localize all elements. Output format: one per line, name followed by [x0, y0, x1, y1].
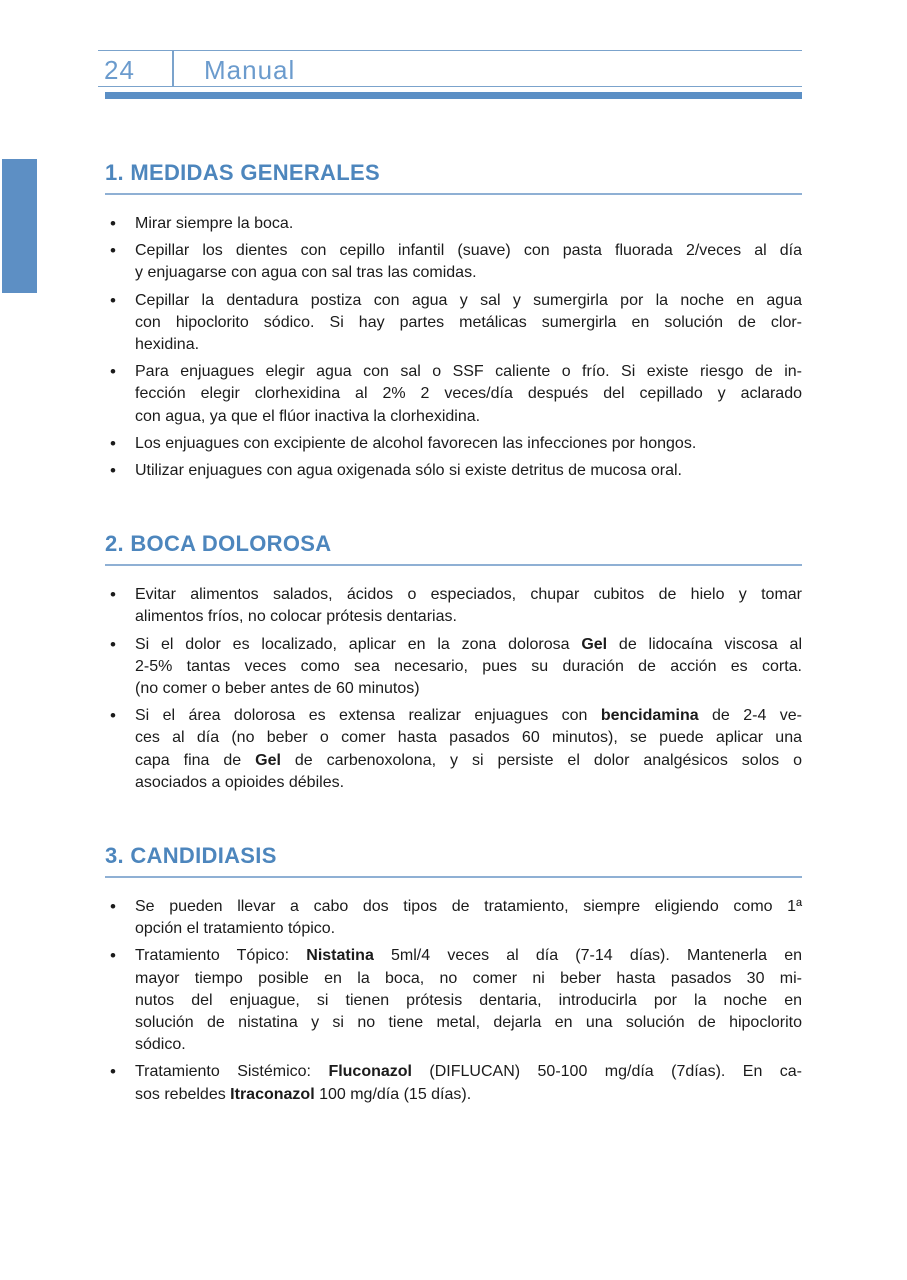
section-title: 2. BOCA DOLOROSA	[105, 530, 802, 566]
bullet-item	[105, 1061, 802, 1105]
section-title: 1. MEDIDAS GENERALES	[105, 159, 802, 195]
header-title: Manual	[204, 55, 296, 85]
bullet-text	[135, 584, 802, 628]
bullet-text	[135, 460, 802, 482]
section-1	[105, 159, 802, 482]
text-line: Cepillar los dientes con cepillo infantil (suave) con pasta fluorada 2/veces al día	[135, 242, 802, 260]
text-line: Si el área dolorosa es extensa realizar enjuagues con bencidamina de 2-4 ve-	[135, 707, 803, 725]
bullet-text	[135, 240, 802, 284]
chapter-edge-tab	[2, 159, 37, 293]
header-rule-top	[98, 50, 802, 51]
header-divider	[172, 50, 174, 87]
text-line: (no comer o beber antes de 60 minutos)	[135, 680, 420, 698]
bullet-text	[135, 634, 802, 701]
bullet-dot-icon: •	[110, 433, 116, 453]
bullet-dot-icon: •	[110, 634, 116, 654]
bullet-text	[135, 433, 802, 455]
bold-term: Fluconazol	[328, 1063, 412, 1081]
bullet-dot-icon: •	[110, 585, 116, 605]
text-line: y enjuagarse con agua con sal tras las comidas.	[135, 264, 477, 282]
text-line: asociados a opioides débiles.	[135, 773, 345, 791]
bullet-item	[105, 705, 802, 794]
bullet-item	[105, 240, 802, 284]
text-line: opción el tratamiento tópico.	[135, 920, 336, 938]
bullet-item	[105, 896, 802, 940]
bold-term: Nistatina	[306, 947, 374, 965]
bold-term: bencidamina	[600, 707, 699, 725]
bullet-dot-icon: •	[110, 290, 116, 310]
text-line: mayor tiempo posible en la boca, no comer ni beber hasta pasados 30 mi-	[135, 969, 802, 987]
text-line: nutos del enjuague, si tienen prótesis dentaria, introducirla por la noche en	[135, 991, 802, 1009]
bullet-item	[105, 945, 802, 1056]
bullet-list	[105, 896, 802, 1106]
bullet-item	[105, 213, 802, 235]
text-line: Para enjuagues elegir agua con sal o SSF caliente o frío. Si existe riesgo de in-	[135, 363, 802, 381]
text-line: Utilizar enjuagues con agua oxigenada sólo si existe detritus de mucosa oral.	[135, 462, 682, 480]
section-3	[105, 842, 802, 1106]
bullet-text	[135, 896, 802, 940]
text-line: Evitar alimentos salados, ácidos o especiados, chupar cubitos de hielo y tomar	[135, 586, 802, 604]
text-line: Mirar siempre la boca.	[135, 215, 294, 232]
text-line: con hipoclorito sódico. Si hay partes metálicas sumergirla en solución de clor-	[135, 313, 802, 331]
text-line: Tratamiento Sistémico: Fluconazol (DIFLUCAN) 50-100 mg/día (7días). En ca-	[135, 1063, 803, 1081]
text-line: alimentos fríos, no colocar prótesis dentarias.	[135, 608, 457, 626]
bullet-item	[105, 290, 802, 357]
header-rule-bottom	[98, 86, 802, 87]
bullet-text	[135, 945, 802, 1056]
text-line: solución de nistatina y si no tiene metal, dejarla en una solución de hipoclorito	[135, 1014, 802, 1032]
text-line: sódico.	[135, 1036, 186, 1054]
text-line: sos rebeldes Itraconazol 100 mg/día (15 días).	[135, 1085, 472, 1103]
section-title: 3. CANDIDIASIS	[105, 842, 802, 878]
bullet-item	[105, 361, 802, 428]
bullet-text	[135, 705, 802, 794]
text-line: 2-5% tantas veces como sea necesario, pues su duración de acción es corta.	[135, 657, 802, 675]
bullet-item	[105, 460, 802, 482]
text-line: Si el dolor es localizado, aplicar en la zona dolorosa Gel de lidocaína viscosa al	[135, 635, 802, 653]
text-line: hexidina.	[135, 336, 200, 354]
text-line: con agua, ya que el flúor inactiva la clorhexidina.	[135, 407, 481, 425]
bullet-item	[105, 433, 802, 455]
text-line: Se pueden llevar a cabo dos tipos de tratamiento, siempre eligiendo como 1ª	[135, 898, 802, 916]
bullet-dot-icon: •	[110, 706, 116, 726]
bullet-dot-icon: •	[110, 461, 116, 481]
text-line: ces al día (no beber o comer hasta pasados 60 minutos), se puede aplicar una	[135, 729, 802, 747]
text-line: Tratamiento Tópico: Nistatina 5ml/4 veces al día (7-14 días). Mantenerla en	[135, 947, 802, 965]
text-line: Cepillar la dentadura postiza con agua y sal y sumergirla por la noche en agua	[135, 291, 802, 309]
section-2	[105, 530, 802, 794]
bold-term: Itraconazol	[230, 1085, 315, 1103]
document-content	[105, 159, 802, 1154]
text-line: Los enjuagues con excipiente de alcohol favorecen las infecciones por hongos.	[135, 434, 697, 452]
bold-term: Gel	[581, 635, 608, 653]
text-line: capa fina de Gel de carbenoxolona, y si persiste el dolor analgésicos solos o	[135, 751, 802, 769]
bullet-dot-icon: •	[110, 1062, 116, 1082]
bullet-dot-icon: •	[110, 214, 116, 233]
bullet-text	[135, 1061, 802, 1105]
text-line: fección elegir clorhexidina al 2% 2 veces/día después del cepillado y aclarado	[135, 385, 802, 403]
bullet-text	[135, 213, 802, 235]
bullet-dot-icon: •	[110, 362, 116, 382]
bullet-item	[105, 634, 802, 701]
header-accent-bar	[105, 92, 802, 99]
bullet-text	[135, 361, 802, 428]
bullet-dot-icon: •	[110, 946, 116, 966]
page-number: 24	[104, 55, 135, 85]
bullet-list	[105, 584, 802, 794]
bullet-text	[135, 290, 802, 357]
bullet-list	[105, 213, 802, 482]
bullet-dot-icon: •	[110, 241, 116, 261]
bullet-dot-icon: •	[110, 897, 116, 917]
bullet-item	[105, 584, 802, 628]
bold-term: Gel	[255, 751, 281, 769]
